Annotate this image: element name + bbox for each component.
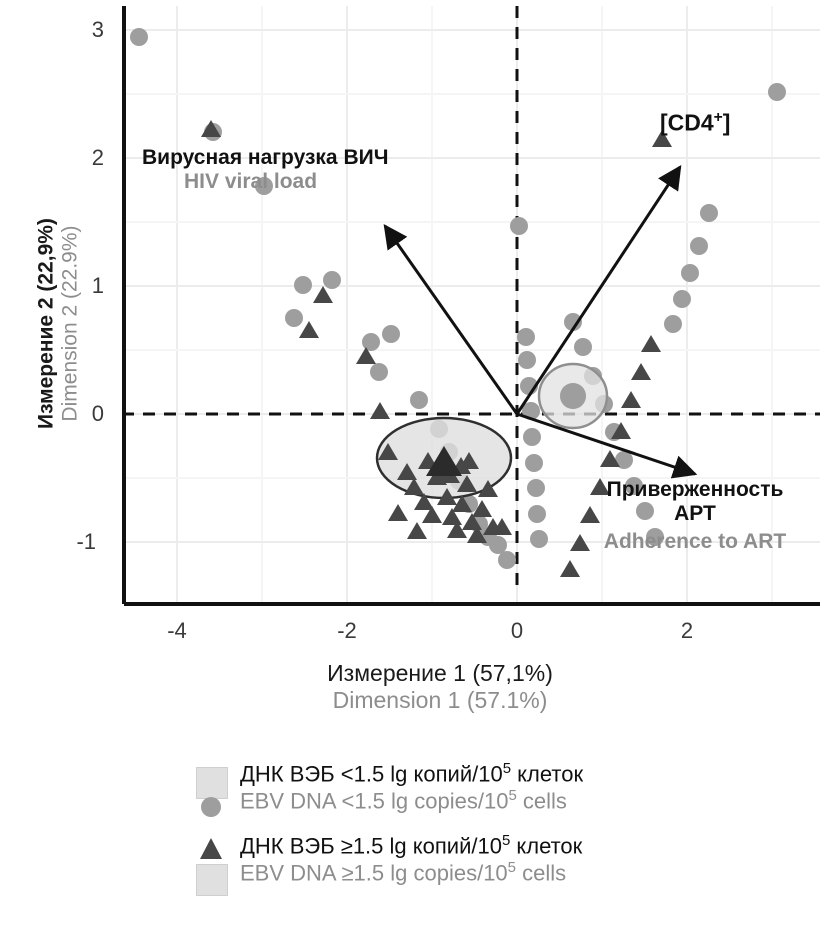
- x-tick-neg2: -2: [337, 618, 357, 643]
- y-axis-title-en: Dimension 2 (22.9%): [58, 225, 81, 422]
- circle-marker-icon: [196, 792, 226, 822]
- annotation-cd4-label: [CD4: [660, 109, 714, 136]
- x-axis-title-en: Dimension 1 (57.1%): [332, 687, 548, 714]
- y-tick-0: 0: [91, 401, 104, 426]
- y-tick-3: 3: [91, 17, 104, 42]
- x-axis-title-ru: Измерение 1 (57,1%): [327, 660, 553, 686]
- legend-high-en: EBV DNA ≥1.5 lg copies/$10^5$ cells: [240, 859, 567, 886]
- x-tick-neg4: -4: [167, 618, 187, 643]
- x-tick-0: 0: [510, 618, 524, 643]
- legend-swatch-dark: [196, 864, 228, 896]
- y-axis-title-ru: Измерение 2 (22,9%): [34, 218, 58, 429]
- annotation-cd4: [660, 109, 730, 136]
- legend-high-ru: ДНК ВЭБ ≥1.5 lg копий/$10^5$ клеток: [240, 832, 583, 859]
- y-tick-2: 2: [91, 145, 104, 170]
- y-tick-1: 1: [91, 273, 104, 298]
- legend-item-high[interactable]: [196, 832, 825, 896]
- legend-low-ru: ДНК ВЭБ <1.5 lg копий/$10^5$ клеток: [240, 760, 584, 787]
- y-axis-title: [34, 174, 81, 474]
- annotation-art-en: Adherence to ART: [603, 530, 787, 554]
- ellipse-light-group: [539, 364, 607, 428]
- annotation-art-ru-1: Приверженность: [606, 478, 784, 501]
- legend-text-high: [240, 832, 582, 887]
- annotation-hiv-en: HIV viral load: [184, 170, 318, 194]
- legend: [196, 760, 825, 904]
- legend-item-low[interactable]: [196, 760, 825, 824]
- legend-key-triangle: [196, 834, 230, 896]
- x-tick-2: 2: [680, 618, 694, 643]
- x-axis-title: [130, 660, 750, 714]
- annotation-art-ru-2: АРТ: [674, 502, 716, 526]
- annotation-cd4-close: ]: [722, 109, 731, 136]
- annotation-cd4-sup: +: [713, 109, 723, 126]
- annotation-hiv-viral-load: [142, 146, 388, 194]
- legend-low-en: EBV DNA <1.5 lg copies/$10^5$ cells: [240, 787, 567, 814]
- legend-key-circle: [196, 762, 230, 824]
- annotation-hiv-ru: Вирусная нагрузка ВИЧ: [142, 146, 389, 169]
- annotation-adherence-art: [570, 478, 820, 554]
- triangle-marker-icon: [196, 834, 226, 864]
- legend-text-low: [240, 760, 583, 815]
- y-tick-neg1: -1: [76, 529, 96, 554]
- plot-area: [76, 6, 820, 643]
